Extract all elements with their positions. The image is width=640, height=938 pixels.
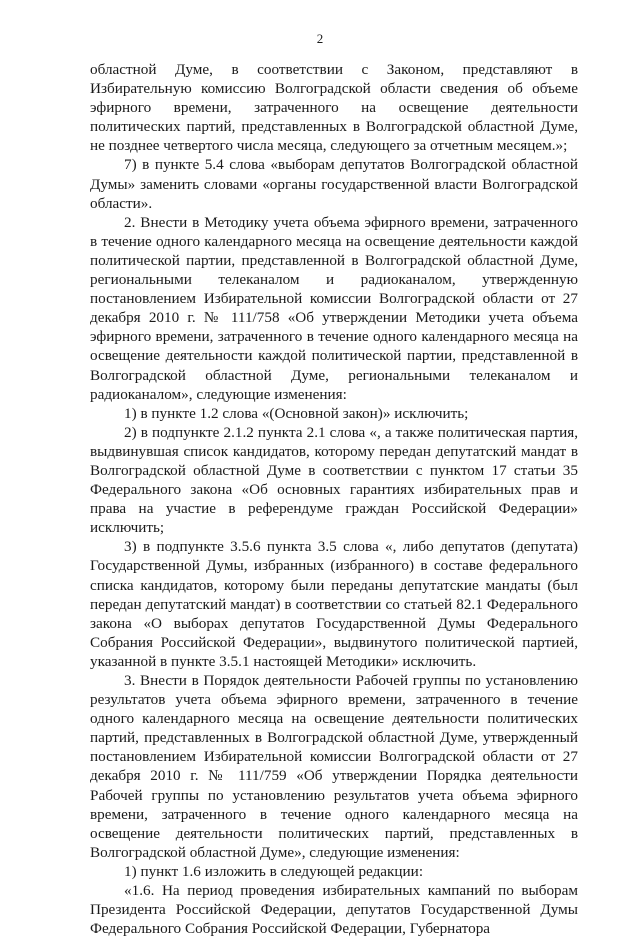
paragraph-item-1: 1) в пункте 1.2 слова «(Основной закон)» исключить; [124,404,469,422]
paragraph-quote-1-6: «1.6. На период проведения избирательных кампаний по выборам Президента Российской Федерации, депутатов Государственной Думы Федерального Собрания Российской Федерации, Губернатора [90,882,578,938]
paragraph-section-3: 3. Внести в Порядок деятельности Рабочей группы по установлению результатов учета объема эфирного времени, затраченного в течение одного календарного месяца на освещение деятельности политических партий, представленных в Волгоградской областной Думе, утвержденный постановлением Избирательной комиссии Волгоградской области от 27 декабря 2010 г. № 111/759 «Об утверждении Порядка деятельности Рабочей группы по установлению результатов учета объема эфирного времени, затраченного в течение одного календарного месяца на освещение деятельности политических партий, представленных в Волгоградской областной Думе», следующие изменения: [90,672,578,861]
page-number: 2 [316,31,324,46]
paragraph-section-2: 2. Внести в Методику учета объема эфирного времени, затраченного в течение одного календарного месяца на освещение деятельности каждой политической партии, представленной в Волгоградской областной Думе, региональными телеканалом и радиоканалом, утвержденную постановлением Избирательной комиссии Волгоградской области от 27 декабря 2010 г. № 111/758 «Об утверждении Методики учета объема эфирного времени, затраченного в течение одного календарного месяца на освещение деятельности каждой политической партии, представленной в Волгоградской областной Думе, региональными телеканалом и радиоканалом», следующие изменения: [90,213,578,403]
document-body [90,60,578,938]
paragraph-item-3: 3) в подпункте 3.5.6 пункта 3.5 слова «, либо депутатов (депутата) Государственной Думы, избранных (избранного) в составе федерального списка кандидатов, которому были переданы депутатские мандаты (был передан депутатский мандат) в соответствии со статьей 82.1 Федерального закона «О выборах депутатов Государственной Думы Федерального Собрания Российской Федерации», выдвинутого политической партией, указанной в пункте 3.5.1 настоящей Методики» исключить. [90,538,578,670]
paragraph-item-1-6: 1) пункт 1.6 изложить в следующей редакции: [124,862,424,880]
paragraph-item-7: 7) в пункте 5.4 слова «выборам депутатов Волгоградской областной Думы» заменить словами «органы государственной власти Волгоградской области». [90,156,578,212]
paragraph-continuation: областной Думе, в соответствии с Законом, представляют в Избирательную комиссию Волгоградской области сведения об объеме эфирного времени, затраченного на освещение деятельности политических партий, представленных в Волгоградской областной Думе, не позднее четвертого числа месяца, следующего за отчетным месяцем.»; [90,61,578,155]
paragraph-item-2: 2) в подпункте 2.1.2 пункта 2.1 слова «, а также политическая партия, выдвинувшая список кандидатов, которому передан депутатский мандат в Волгоградской областной Думе в соответствии с пунктом 17 статьи 35 Федерального закона «Об основных гарантиях избирательных прав и права на участие в референдуме граждан Российской Федерации» исключить; [90,423,578,537]
